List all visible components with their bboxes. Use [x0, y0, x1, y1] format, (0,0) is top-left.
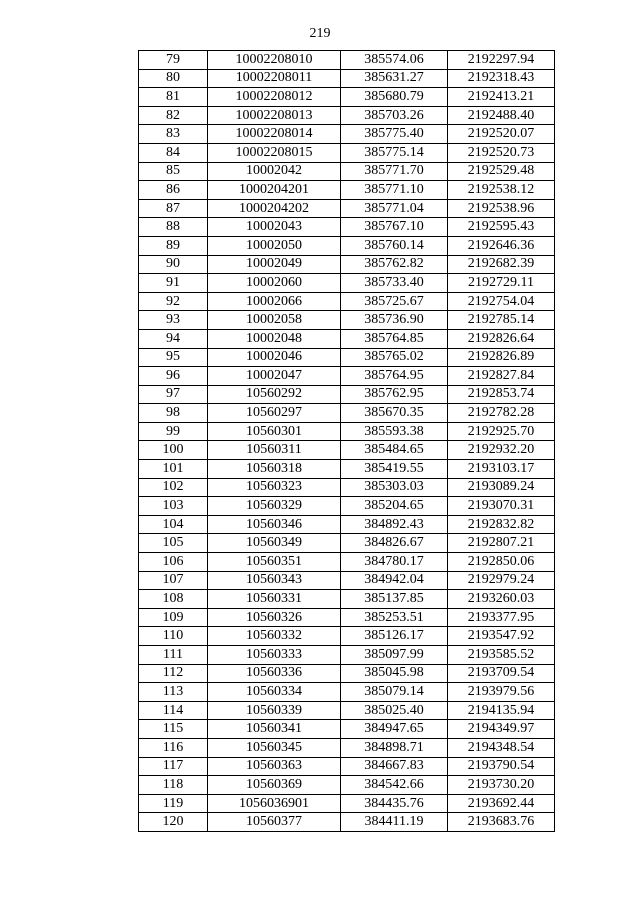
x-coordinate-cell: 385771.04: [341, 199, 448, 218]
x-coordinate-cell: 385760.14: [341, 236, 448, 255]
point-id-cell: 10560334: [208, 683, 341, 702]
table-row: [139, 236, 555, 255]
table-row: [139, 162, 555, 181]
x-coordinate-cell: 385764.85: [341, 329, 448, 348]
x-coordinate-cell: 385733.40: [341, 274, 448, 293]
table-row: [139, 329, 555, 348]
row-index-cell: 114: [139, 701, 208, 720]
row-index-cell: 120: [139, 813, 208, 832]
row-index-cell: 82: [139, 106, 208, 125]
coordinates-table-body: [139, 51, 555, 832]
x-coordinate-cell: 385771.10: [341, 181, 448, 200]
y-coordinate-cell: 2193709.54: [448, 664, 555, 683]
x-coordinate-cell: 385736.90: [341, 311, 448, 330]
row-index-cell: 109: [139, 608, 208, 627]
table-row: [139, 311, 555, 330]
point-id-cell: 10560377: [208, 813, 341, 832]
row-index-cell: 103: [139, 497, 208, 516]
x-coordinate-cell: 385762.95: [341, 385, 448, 404]
row-index-cell: 118: [139, 776, 208, 795]
y-coordinate-cell: 2192832.82: [448, 515, 555, 534]
point-id-cell: 1000204201: [208, 181, 341, 200]
point-id-cell: 10002066: [208, 292, 341, 311]
row-index-cell: 79: [139, 51, 208, 70]
coordinates-table: [138, 50, 555, 832]
table-row: [139, 274, 555, 293]
row-index-cell: 117: [139, 757, 208, 776]
x-coordinate-cell: 384892.43: [341, 515, 448, 534]
y-coordinate-cell: 2192595.43: [448, 218, 555, 237]
x-coordinate-cell: 385762.82: [341, 255, 448, 274]
row-index-cell: 99: [139, 422, 208, 441]
row-index-cell: 100: [139, 441, 208, 460]
y-coordinate-cell: 2193979.56: [448, 683, 555, 702]
point-id-cell: 10002208015: [208, 143, 341, 162]
table-row: [139, 701, 555, 720]
table-row: [139, 813, 555, 832]
y-coordinate-cell: 2192413.21: [448, 88, 555, 107]
row-index-cell: 116: [139, 738, 208, 757]
row-index-cell: 93: [139, 311, 208, 330]
y-coordinate-cell: 2193089.24: [448, 478, 555, 497]
y-coordinate-cell: 2192979.24: [448, 571, 555, 590]
row-index-cell: 90: [139, 255, 208, 274]
table-row: [139, 69, 555, 88]
y-coordinate-cell: 2193260.03: [448, 590, 555, 609]
y-coordinate-cell: 2192826.89: [448, 348, 555, 367]
table-row: [139, 757, 555, 776]
x-coordinate-cell: 384542.66: [341, 776, 448, 795]
table-row: [139, 794, 555, 813]
point-id-cell: 10002043: [208, 218, 341, 237]
x-coordinate-cell: 385045.98: [341, 664, 448, 683]
table-row: [139, 571, 555, 590]
y-coordinate-cell: 2193683.76: [448, 813, 555, 832]
point-id-cell: 10560339: [208, 701, 341, 720]
row-index-cell: 98: [139, 404, 208, 423]
row-index-cell: 113: [139, 683, 208, 702]
x-coordinate-cell: 385025.40: [341, 701, 448, 720]
point-id-cell: 10560332: [208, 627, 341, 646]
y-coordinate-cell: 2193103.17: [448, 460, 555, 479]
x-coordinate-cell: 385680.79: [341, 88, 448, 107]
x-coordinate-cell: 385419.55: [341, 460, 448, 479]
y-coordinate-cell: 2192932.20: [448, 441, 555, 460]
point-id-cell: 10560292: [208, 385, 341, 404]
row-index-cell: 108: [139, 590, 208, 609]
y-coordinate-cell: 2192529.48: [448, 162, 555, 181]
table-row: [139, 181, 555, 200]
row-index-cell: 101: [139, 460, 208, 479]
point-id-cell: 10002046: [208, 348, 341, 367]
table-row: [139, 590, 555, 609]
row-index-cell: 81: [139, 88, 208, 107]
x-coordinate-cell: 385126.17: [341, 627, 448, 646]
x-coordinate-cell: 385484.65: [341, 441, 448, 460]
table-row: [139, 478, 555, 497]
x-coordinate-cell: 385775.14: [341, 143, 448, 162]
row-index-cell: 110: [139, 627, 208, 646]
table-row: [139, 404, 555, 423]
point-id-cell: 10002208012: [208, 88, 341, 107]
table-row: [139, 738, 555, 757]
table-row: [139, 199, 555, 218]
point-id-cell: 10002208014: [208, 125, 341, 144]
y-coordinate-cell: 2194348.54: [448, 738, 555, 757]
point-id-cell: 10002208013: [208, 106, 341, 125]
point-id-cell: 10560369: [208, 776, 341, 795]
table-row: [139, 720, 555, 739]
x-coordinate-cell: 385079.14: [341, 683, 448, 702]
row-index-cell: 106: [139, 553, 208, 572]
x-coordinate-cell: 385593.38: [341, 422, 448, 441]
x-coordinate-cell: 384780.17: [341, 553, 448, 572]
table-row: [139, 51, 555, 70]
y-coordinate-cell: 2193790.54: [448, 757, 555, 776]
y-coordinate-cell: 2192297.94: [448, 51, 555, 70]
table-row: [139, 422, 555, 441]
y-coordinate-cell: 2192807.21: [448, 534, 555, 553]
y-coordinate-cell: 2192520.07: [448, 125, 555, 144]
table-row: [139, 106, 555, 125]
x-coordinate-cell: 384667.83: [341, 757, 448, 776]
point-id-cell: 10002042: [208, 162, 341, 181]
row-index-cell: 105: [139, 534, 208, 553]
y-coordinate-cell: 2192488.40: [448, 106, 555, 125]
y-coordinate-cell: 2192520.73: [448, 143, 555, 162]
x-coordinate-cell: 385767.10: [341, 218, 448, 237]
point-id-cell: 10002048: [208, 329, 341, 348]
x-coordinate-cell: 384411.19: [341, 813, 448, 832]
y-coordinate-cell: 2192646.36: [448, 236, 555, 255]
point-id-cell: 10560336: [208, 664, 341, 683]
table-row: [139, 776, 555, 795]
y-coordinate-cell: 2192729.11: [448, 274, 555, 293]
x-coordinate-cell: 385771.70: [341, 162, 448, 181]
table-row: [139, 646, 555, 665]
table-row: [139, 385, 555, 404]
row-index-cell: 96: [139, 367, 208, 386]
point-id-cell: 10560311: [208, 441, 341, 460]
point-id-cell: 10560345: [208, 738, 341, 757]
row-index-cell: 119: [139, 794, 208, 813]
x-coordinate-cell: 384435.76: [341, 794, 448, 813]
x-coordinate-cell: 384947.65: [341, 720, 448, 739]
row-index-cell: 85: [139, 162, 208, 181]
y-coordinate-cell: 2192925.70: [448, 422, 555, 441]
y-coordinate-cell: 2194135.94: [448, 701, 555, 720]
point-id-cell: 10002058: [208, 311, 341, 330]
row-index-cell: 83: [139, 125, 208, 144]
point-id-cell: 10002208010: [208, 51, 341, 70]
y-coordinate-cell: 2192782.28: [448, 404, 555, 423]
row-index-cell: 104: [139, 515, 208, 534]
row-index-cell: 97: [139, 385, 208, 404]
table-row: [139, 88, 555, 107]
table-row: [139, 441, 555, 460]
point-id-cell: 10002208011: [208, 69, 341, 88]
row-index-cell: 91: [139, 274, 208, 293]
table-row: [139, 534, 555, 553]
point-id-cell: 10002049: [208, 255, 341, 274]
y-coordinate-cell: 2192682.39: [448, 255, 555, 274]
table-row: [139, 125, 555, 144]
x-coordinate-cell: 385670.35: [341, 404, 448, 423]
y-coordinate-cell: 2192754.04: [448, 292, 555, 311]
point-id-cell: 10560329: [208, 497, 341, 516]
y-coordinate-cell: 2192853.74: [448, 385, 555, 404]
table-row: [139, 608, 555, 627]
row-index-cell: 88: [139, 218, 208, 237]
table-row: [139, 460, 555, 479]
point-id-cell: 10560363: [208, 757, 341, 776]
table-row: [139, 627, 555, 646]
row-index-cell: 95: [139, 348, 208, 367]
x-coordinate-cell: 385765.02: [341, 348, 448, 367]
table-row: [139, 143, 555, 162]
x-coordinate-cell: 385137.85: [341, 590, 448, 609]
table-row: [139, 348, 555, 367]
point-id-cell: 10560331: [208, 590, 341, 609]
table-row: [139, 683, 555, 702]
point-id-cell: 10560351: [208, 553, 341, 572]
row-index-cell: 89: [139, 236, 208, 255]
x-coordinate-cell: 385775.40: [341, 125, 448, 144]
point-id-cell: 10560326: [208, 608, 341, 627]
point-id-cell: 10560343: [208, 571, 341, 590]
x-coordinate-cell: 385725.67: [341, 292, 448, 311]
row-index-cell: 87: [139, 199, 208, 218]
y-coordinate-cell: 2193585.52: [448, 646, 555, 665]
x-coordinate-cell: 384898.71: [341, 738, 448, 757]
row-index-cell: 107: [139, 571, 208, 590]
y-coordinate-cell: 2192318.43: [448, 69, 555, 88]
row-index-cell: 111: [139, 646, 208, 665]
point-id-cell: 10560349: [208, 534, 341, 553]
point-id-cell: 10002047: [208, 367, 341, 386]
row-index-cell: 80: [139, 69, 208, 88]
x-coordinate-cell: 385703.26: [341, 106, 448, 125]
point-id-cell: 1000204202: [208, 199, 341, 218]
row-index-cell: 112: [139, 664, 208, 683]
row-index-cell: 102: [139, 478, 208, 497]
y-coordinate-cell: 2193070.31: [448, 497, 555, 516]
y-coordinate-cell: 2193692.44: [448, 794, 555, 813]
point-id-cell: 10560301: [208, 422, 341, 441]
row-index-cell: 94: [139, 329, 208, 348]
table-row: [139, 292, 555, 311]
row-index-cell: 86: [139, 181, 208, 200]
point-id-cell: 10560323: [208, 478, 341, 497]
x-coordinate-cell: 385574.06: [341, 51, 448, 70]
table-row: [139, 497, 555, 516]
y-coordinate-cell: 2192826.64: [448, 329, 555, 348]
point-id-cell: 10560318: [208, 460, 341, 479]
x-coordinate-cell: 385253.51: [341, 608, 448, 627]
point-id-cell: 10560333: [208, 646, 341, 665]
table-row: [139, 515, 555, 534]
y-coordinate-cell: 2192785.14: [448, 311, 555, 330]
point-id-cell: 1056036901: [208, 794, 341, 813]
point-id-cell: 10560341: [208, 720, 341, 739]
x-coordinate-cell: 385303.03: [341, 478, 448, 497]
page-number: 219: [309, 26, 331, 41]
point-id-cell: 10002050: [208, 236, 341, 255]
y-coordinate-cell: 2193730.20: [448, 776, 555, 795]
row-index-cell: 115: [139, 720, 208, 739]
y-coordinate-cell: 2192538.12: [448, 181, 555, 200]
table-row: [139, 367, 555, 386]
table-row: [139, 255, 555, 274]
point-id-cell: 10002060: [208, 274, 341, 293]
row-index-cell: 92: [139, 292, 208, 311]
y-coordinate-cell: 2193547.92: [448, 627, 555, 646]
x-coordinate-cell: 385631.27: [341, 69, 448, 88]
table-row: [139, 218, 555, 237]
y-coordinate-cell: 2193377.95: [448, 608, 555, 627]
row-index-cell: 84: [139, 143, 208, 162]
x-coordinate-cell: 384826.67: [341, 534, 448, 553]
y-coordinate-cell: 2192850.06: [448, 553, 555, 572]
y-coordinate-cell: 2194349.97: [448, 720, 555, 739]
y-coordinate-cell: 2192827.84: [448, 367, 555, 386]
x-coordinate-cell: 385764.95: [341, 367, 448, 386]
y-coordinate-cell: 2192538.96: [448, 199, 555, 218]
x-coordinate-cell: 384942.04: [341, 571, 448, 590]
x-coordinate-cell: 385204.65: [341, 497, 448, 516]
point-id-cell: 10560297: [208, 404, 341, 423]
table-row: [139, 553, 555, 572]
table-row: [139, 664, 555, 683]
x-coordinate-cell: 385097.99: [341, 646, 448, 665]
point-id-cell: 10560346: [208, 515, 341, 534]
